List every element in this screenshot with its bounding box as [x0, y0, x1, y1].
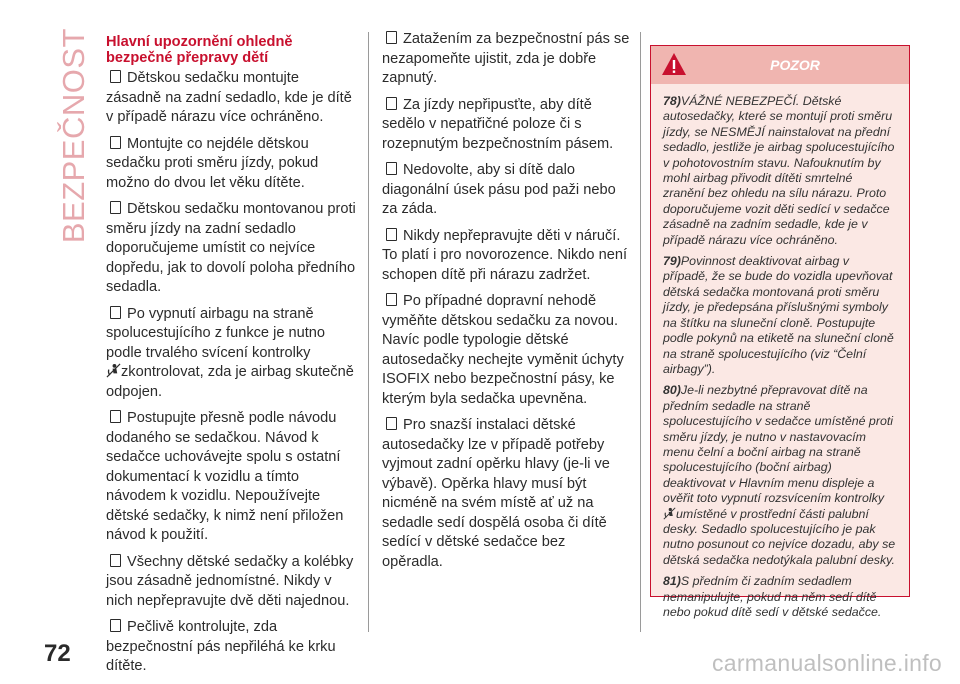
list-item: Pro snazší instalaci dětské autosedačky lze v případě potřeby vyjmout zadní opěrku hlavy (je-li ve výbavě). Opěrka hlavy musí být nicméně na svém místě ať už na sedadle sedí dospělá osoba či dítě sedící v dětské sedačce bez opěradla.: [382, 417, 610, 570]
list-item-airbag: Po vypnutí airbagu na straně spolucestujícího z funkce je nutno podle trvalého svícení kontrolky zkontrolovat, zda je airbag skutečně odpojen.: [106, 305, 354, 400]
checkbox-bullet-icon: [110, 306, 121, 319]
warning-box: [650, 45, 910, 619]
column-divider: [368, 32, 369, 632]
checkbox-bullet-icon: [110, 70, 121, 83]
warning-body: [651, 84, 909, 620]
checkbox-bullet-icon: [386, 31, 397, 44]
list-item: Postupujte přesně podle návodu dodaného se sedačkou. Návod k sedačce uchovávejte spolu s ostatní dokumentací k vozidlu a tímto návodem k vozidlu. Nepoužívejte dětské sedačky, k nimž není přiložen návod k použití.: [106, 410, 344, 543]
list-item: Pečlivě kontrolujte, zda bezpečnostní pás nepřiléhá ke krku dítěte.: [106, 619, 336, 674]
warning-header: [651, 46, 909, 84]
checkbox-bullet-icon: [110, 619, 121, 632]
warning-entry: 79)Povinnost deaktivovat airbag v případě, že se bude do vozidla upevňovat dětská sedačka montovaná proti směru jízdy, je předepsána příslušnými symboly na štítku na sluneční cloně. Postupujte podle pokynů na etiketě na sluneční cloně na straně spolucestujícího (viz “Čelní airbagy”).: [663, 254, 894, 376]
watermark: carmanualsonline.info: [711, 650, 942, 676]
checkbox-bullet-icon: [386, 162, 397, 175]
warning-entry: 78)VÁŽNÉ NEBEZPEČÍ. Dětské autosedačky, které se montují proti směru jízdy, se NESMĚJÍ nainstalovat na přední sedadlo, jestliže je airbag spolucestujícího v pohotovostním stavu. Nafouknutím by mohl airbag přivodit dítěti smrtelné zranění bez ohledu na sílu nárazu. Proto doporučujeme vozit děti sedící v sedačce zásadně na zadním sedadle, kde je v případě nárazu více ochráněno.: [663, 94, 895, 247]
column-divider: [640, 32, 641, 632]
checkbox-bullet-icon: [386, 228, 397, 241]
list-item: Zatažením za bezpečnostní pás se nezapomeňte ujistit, zda je dobře zapnutý.: [382, 31, 630, 86]
checkbox-bullet-icon: [386, 97, 397, 110]
column-left: [106, 30, 358, 684]
checkbox-bullet-icon: [110, 136, 121, 149]
airbag-off-icon: [106, 363, 121, 378]
section-heading: Hlavní upozornění ohledně bezpečné přepravy dětí: [106, 34, 293, 66]
list-item: Dětskou sedačku montovanou proti směru jízdy na zadní sedadlo doporučujeme umístit co nejvíce dopředu, jak to dovolí poloha předního sedadla.: [106, 201, 356, 295]
list-item: Za jízdy nepřipusťte, aby dítě sedělo v nepatřičné poloze či s rozepnutým bezpečnostním pásem.: [382, 96, 614, 152]
checkbox-bullet-icon: [386, 417, 397, 430]
list-item: Všechny dětské sedačky a kolébky jsou zásadně jednomístné. Nikdy v nich nepřepravujte dvě děti najednou.: [106, 553, 354, 609]
list-item: Montujte co nejdéle dětskou sedačku proti směru jízdy, pokud možno do dvou let věku dítěte.: [106, 135, 319, 191]
page-number: 72: [44, 640, 71, 667]
list-item: Dětskou sedačku montujte zásadně na zadní sedadlo, kde je dítě v případě nárazu více ochráněno.: [106, 70, 352, 125]
checkbox-bullet-icon: [110, 554, 121, 567]
airbag-off-icon: [663, 507, 676, 520]
warning-title: POZOR: [770, 57, 820, 73]
list-item: Po případné dopravní nehodě vyměňte dětskou sedačku za novou. Navíc podle typologie dětské autosedačky nechejte vyměnit úchyty ISOFIX nebo bezpečnostní pásy, ke kterým byla sedačka upevněna.: [382, 293, 624, 407]
column-middle: [382, 30, 630, 579]
warning-entry: 80)Je-li nezbytné přepravovat dítě na předním sedadle na straně spolucestujícího v sedačce umístěné proti směru jízdy, je nutno v nastavovacím menu čelní a boční airbag na straně spolucestujícího (boční airbag) deaktivovat v Hlavním menu displeje a ověřit toto vypnutí rozsvícením kontrolkyumístěné v prostřední části palubní desky. Sedadlo spolucestujícího je pak nutno posunout co nejvíce dozadu, aby se dětská sedačka nedotýkala palubní desky.: [663, 383, 896, 567]
warning-entry: 81)S předním či zadním sedadlem nemanipulujte, pokud na něm sedí dítě nebo pokud dítě sedí v dětské sedačce.: [663, 574, 882, 619]
list-item: Nikdy nepřepravujte děti v náručí. To platí i pro novorozence. Nikdo není schopen dítě při nárazu zadržet.: [382, 227, 627, 283]
list-item: Nedovolte, aby si dítě dalo diagonální úsek pásu pod paži nebo za záda.: [382, 162, 616, 217]
checkbox-bullet-icon: [386, 293, 397, 306]
checkbox-bullet-icon: [110, 201, 121, 214]
checkbox-bullet-icon: [110, 410, 121, 423]
section-tab-label: BEZPEČNOST: [56, 28, 91, 244]
